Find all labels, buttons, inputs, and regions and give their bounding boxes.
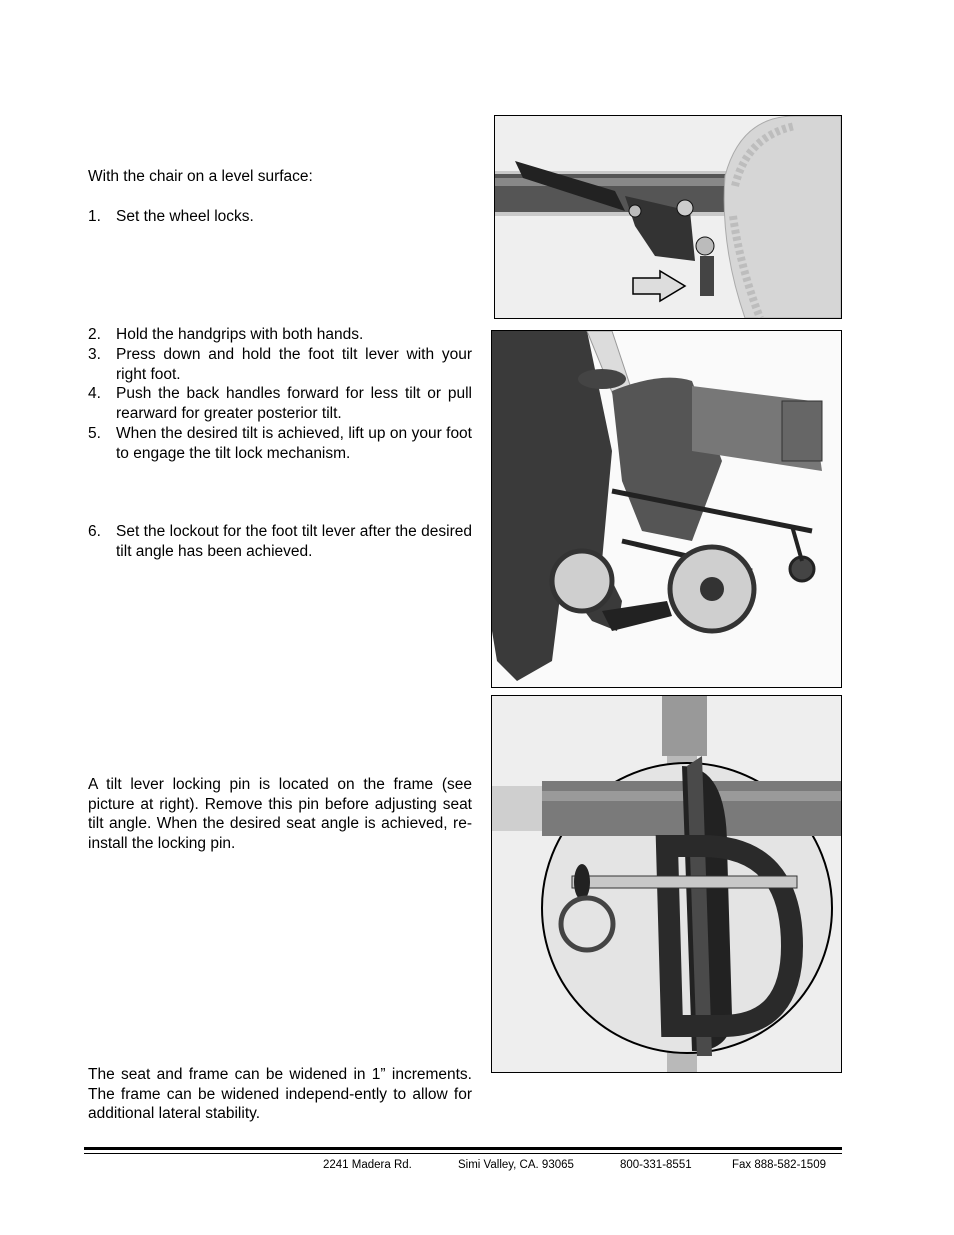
step-text: Push the back handles forward for less tilt or pull rearward for greater posterior tilt.: [116, 385, 472, 422]
tilt-operation-photo: [491, 330, 842, 688]
locking-pin-paragraph: A tilt lever locking pin is located on the frame (see picture at right). Remove this pin before adjusting seat tilt angle. When the desired seat angle is achieved, re-install the locking pin.: [88, 776, 472, 853]
step-2: [88, 325, 472, 345]
step-text: Set the lockout for the foot tilt lever after the desired tilt angle has been achieved.: [116, 523, 472, 560]
step-1: [88, 207, 472, 227]
footer-rule-thick: [84, 1147, 842, 1150]
step-number: 1.: [88, 208, 101, 225]
step-number: 2.: [88, 326, 101, 343]
footer-address: 2241 Madera Rd.: [323, 1159, 412, 1171]
intro-text: With the chair on a level surface:: [88, 168, 313, 185]
locking-pin-photo: [491, 695, 842, 1073]
step-4: [88, 384, 472, 423]
footer-city: Simi Valley, CA. 93065: [458, 1159, 574, 1171]
step-text: Hold the handgrips with both hands.: [116, 326, 364, 343]
step-text: When the desired tilt is achieved, lift up on your foot to engage the tilt lock mechanism.: [116, 425, 472, 462]
wheel-lock-photo: [494, 115, 842, 319]
step-number: 4.: [88, 385, 101, 402]
widen-paragraph: The seat and frame can be widened in 1” increments. The frame can be widened independ-ently to allow for additional lateral stability.: [88, 1066, 472, 1123]
step-6: [88, 522, 472, 561]
footer-fax: Fax 888-582-1509: [732, 1159, 826, 1171]
step-number: 5.: [88, 425, 101, 442]
step-5: [88, 424, 472, 463]
step-3: [88, 345, 472, 384]
footer-phone: 800-331-8551: [620, 1159, 692, 1171]
step-text: Set the wheel locks.: [116, 208, 254, 225]
step-text: Press down and hold the foot tilt lever with your right foot.: [116, 346, 472, 383]
footer-rule-thin: [84, 1153, 842, 1154]
step-number: 3.: [88, 346, 101, 363]
step-number: 6.: [88, 523, 101, 540]
